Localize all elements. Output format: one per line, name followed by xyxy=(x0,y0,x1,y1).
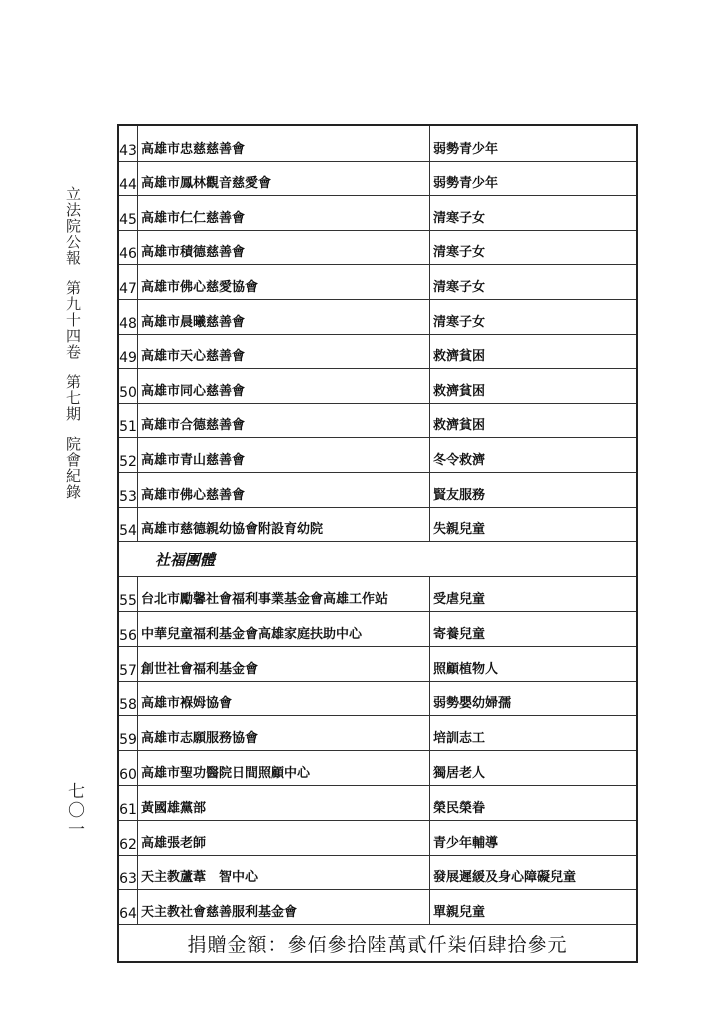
table-row xyxy=(119,715,636,750)
organization-name: 高雄市志願服務協會 xyxy=(138,716,430,750)
beneficiary-category: 冬令救濟 xyxy=(433,452,486,468)
issue-label: 第七期 xyxy=(64,374,82,422)
table-row xyxy=(119,368,636,403)
organization-name: 高雄市天心慈善會 xyxy=(138,335,430,369)
row-number: 57 xyxy=(119,647,138,681)
row-number: 50 xyxy=(119,369,138,403)
row-number: 48 xyxy=(119,300,138,334)
organization-name: 高雄市晨曦慈善會 xyxy=(138,300,430,334)
table-row xyxy=(119,334,636,369)
row-number: 62 xyxy=(119,821,138,855)
beneficiary-category: 培訓志工 xyxy=(433,731,486,747)
beneficiary-category: 單親兒童 xyxy=(433,905,486,921)
organization-name: 創世社會福利基金會 xyxy=(138,647,430,681)
organization-name: 高雄市青山慈善會 xyxy=(138,438,430,472)
row-number: 47 xyxy=(119,265,138,299)
table-row xyxy=(119,889,636,924)
organization-name: 中華兒童福利基金會高雄家庭扶助中心 xyxy=(138,612,430,646)
beneficiary-category: 清寒子女 xyxy=(433,314,486,330)
organization-name: 高雄市仁仁慈善會 xyxy=(138,196,430,230)
row-number: 52 xyxy=(119,438,138,472)
organization-name: 高雄市合德慈善會 xyxy=(138,404,430,438)
page-number: 七〇一 xyxy=(64,782,84,839)
row-number: 54 xyxy=(119,508,138,542)
section-label: 院會紀錄 xyxy=(64,436,82,500)
row-number: 44 xyxy=(119,162,138,196)
row-number: 58 xyxy=(119,682,138,716)
organization-name: 高雄市慈德親幼協會附設育幼院 xyxy=(138,508,430,542)
table-row xyxy=(119,195,636,230)
beneficiary-category: 發展遲緩及身心障礙兒童 xyxy=(433,870,577,886)
social-welfare-group-rows xyxy=(119,576,636,924)
organization-name: 高雄市同心慈善會 xyxy=(138,369,430,403)
beneficiary-category: 榮民榮眷 xyxy=(433,800,486,816)
organization-name: 高雄市忠慈慈善會 xyxy=(138,126,430,161)
table-row xyxy=(119,126,636,161)
beneficiary-category: 寄養兒童 xyxy=(433,626,486,642)
row-number: 45 xyxy=(119,196,138,230)
table-row xyxy=(119,472,636,507)
organization-name: 黃國雄黨部 xyxy=(138,786,430,820)
organization-name: 高雄市佛心慈善會 xyxy=(138,473,430,507)
beneficiary-category: 弱勢嬰幼婦孺 xyxy=(433,696,512,712)
beneficiary-category: 清寒子女 xyxy=(433,279,486,295)
table-row xyxy=(119,299,636,334)
beneficiary-category: 獨居老人 xyxy=(433,765,486,781)
organization-name: 天主教社會慈善服利基金會 xyxy=(138,890,430,924)
table-row xyxy=(119,646,636,681)
row-number: 59 xyxy=(119,716,138,750)
table-row xyxy=(119,507,636,542)
beneficiary-category: 照顧植物人 xyxy=(433,661,499,677)
beneficiary-category: 清寒子女 xyxy=(433,245,486,261)
table-row xyxy=(119,576,636,611)
row-number: 49 xyxy=(119,335,138,369)
journal-sidebar xyxy=(58,186,88,514)
beneficiary-category: 青少年輔導 xyxy=(433,835,499,851)
row-number: 61 xyxy=(119,786,138,820)
charity-group-rows xyxy=(119,126,636,541)
row-number: 46 xyxy=(119,231,138,265)
table-row xyxy=(119,611,636,646)
donation-total: 捐贈金額：參佰參拾陸萬貳仟柒佰肆拾參元 xyxy=(119,924,636,961)
row-number: 56 xyxy=(119,612,138,646)
table-row xyxy=(119,750,636,785)
donation-table xyxy=(117,124,638,963)
volume-label: 第九十四卷 xyxy=(64,280,82,360)
organization-name: 高雄張老師 xyxy=(138,821,430,855)
table-row xyxy=(119,785,636,820)
organization-name: 台北市勵馨社會福利事業基金會高雄工作站 xyxy=(138,577,430,611)
organization-name: 高雄市鳳林觀音慈愛會 xyxy=(138,162,430,196)
beneficiary-category: 救濟貧困 xyxy=(433,418,486,434)
table-row xyxy=(119,403,636,438)
table-row xyxy=(119,681,636,716)
beneficiary-category: 受虐兒童 xyxy=(433,591,486,607)
organization-name: 天主教蘆葦 智中心 xyxy=(138,856,430,890)
table-row xyxy=(119,264,636,299)
publication-title: 立法院公報 xyxy=(64,186,82,266)
row-number: 51 xyxy=(119,404,138,438)
row-number: 60 xyxy=(119,751,138,785)
row-number: 63 xyxy=(119,856,138,890)
row-number: 53 xyxy=(119,473,138,507)
row-number: 43 xyxy=(119,126,138,161)
table-row xyxy=(119,855,636,890)
organization-name: 高雄市積德慈善會 xyxy=(138,231,430,265)
beneficiary-category: 弱勢青少年 xyxy=(433,141,499,157)
section-header: 社福團體 xyxy=(119,541,636,576)
table-row xyxy=(119,161,636,196)
beneficiary-category: 弱勢青少年 xyxy=(433,176,499,192)
row-number: 64 xyxy=(119,890,138,924)
table-row xyxy=(119,437,636,472)
organization-name: 高雄市佛心慈愛協會 xyxy=(138,265,430,299)
organization-name: 高雄市聖功醫院日間照顧中心 xyxy=(138,751,430,785)
row-number: 55 xyxy=(119,577,138,611)
table-row xyxy=(119,230,636,265)
table-row xyxy=(119,820,636,855)
beneficiary-category: 失親兒童 xyxy=(433,522,486,538)
beneficiary-category: 清寒子女 xyxy=(433,210,486,226)
organization-name: 高雄市褓姆協會 xyxy=(138,682,430,716)
beneficiary-category: 救濟貧困 xyxy=(433,383,486,399)
beneficiary-category: 賢友服務 xyxy=(433,487,486,503)
beneficiary-category: 救濟貧困 xyxy=(433,349,486,365)
